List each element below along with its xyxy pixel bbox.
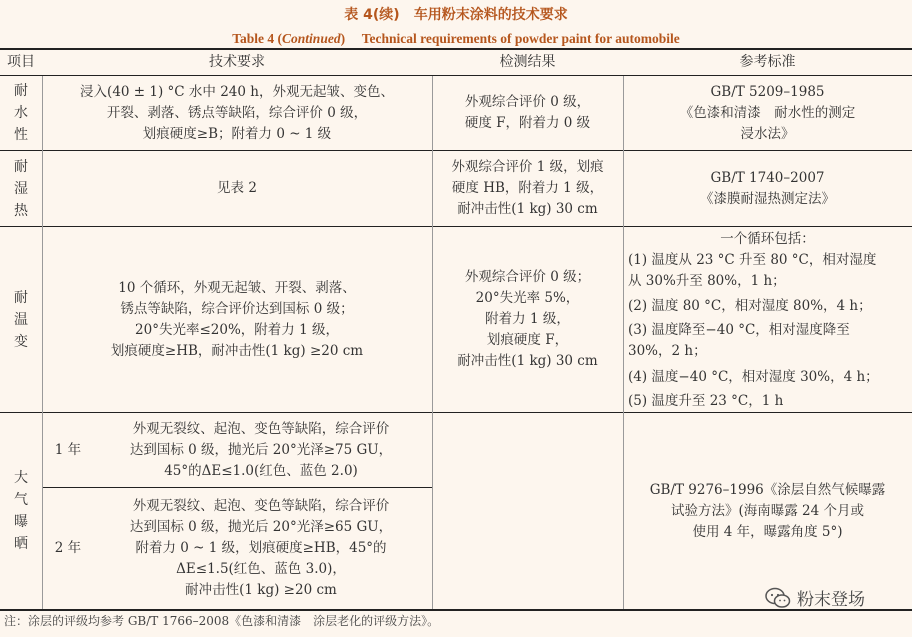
result-temperature-change: 外观综合评价 0 级； 20°失光率 5%， 附着力 1 级， 划痕硬度 F， 耐冲击性(1 kg) 30 cm (457, 269, 598, 369)
req-water-resistance: 浸入(40 ± 1) °C 水中 240 h，外观无起皱、变色、 开裂、剥落、锈点等缺陷，综合评价 0 级， 划痕硬度≥B；附着力 0 ~ 1 级 (80, 83, 394, 142)
std-cycle-step: (5) 温度升至 23 °C，1 h (628, 392, 784, 409)
sub-label-2-year: 2 年 (54, 540, 82, 556)
watermark (765, 585, 865, 610)
req-temperature-change: 10 个循环，外观无起皱、开裂、剥落、 锈点等缺陷，综合评价达到国标 0 级； 20°失光率≤20%，附着力 1 级， 划痕硬度≥HB，耐冲击性(1 kg) ≥20 cm (110, 279, 364, 359)
header-standard: 参考标准 (739, 53, 796, 70)
table-title-en: Table 4 (Continued) Technical requirements of powder paint for automobile (232, 31, 680, 46)
req-exposure-2-year: 外观无裂纹、起泡、变色等缺陷，综合评价 达到国标 0 级，抛光后 20°光泽≥65 GU， 附着力 0 ~ 1 级，划痕硬度≥HB，45°的 ΔE≤1.5(红色、蓝色 3.0)， 耐冲击性(1 kg) ≥20 cm (129, 498, 393, 598)
result-humidity-heat: 外观综合评价 1 级，划痕 硬度 HB，附着力 1 级， 耐冲击性(1 kg) 30 cm (451, 159, 604, 217)
watermark-text: 粉末登场 (797, 590, 865, 610)
std-water-resistance: GB/T 5209–1985 《色漆和清漆 耐水性的测定 浸水法》 (679, 83, 856, 142)
std-cycle-step: (3) 温度降至−40 °C，相对湿度降至 30%，2 h； (628, 322, 850, 359)
std-temperature-cycle-title: 一个循环包括： (720, 230, 815, 247)
header-result: 检测结果 (499, 53, 556, 70)
header-item: 项目 (7, 53, 35, 70)
std-cycle-step: (1) 温度从 23 °C 升至 80 °C，相对湿度 从 30%升至 80%，1 h； (628, 252, 877, 289)
result-water-resistance: 外观综合评价 0 级， 硬度 F，附着力 0 级 (464, 94, 591, 131)
std-humidity-heat: GB/T 1740–2007 《漆膜耐湿热测定法》 (700, 169, 835, 207)
wechat-icon (765, 587, 791, 609)
req-exposure-1-year: 外观无裂纹、起泡、变色等缺陷，综合评价 达到国标 0 级，抛光后 20°光泽≥75 GU， 45°的ΔE≤1.0(红色、蓝色 2.0) (129, 420, 393, 479)
item-humidity-heat: 耐 湿 热 (14, 158, 28, 219)
item-temperature-change: 耐 温 变 (14, 289, 28, 350)
std-cycle-step: (2) 温度 80 °C，相对湿度 80%，4 h； (628, 297, 872, 314)
table-footnote: 注：涂层的评级均参考 GB/T 1766–2008《色漆和清漆 涂层老化的评级方法》。 (4, 614, 440, 628)
sub-label-1-year: 1 年 (54, 441, 82, 458)
table-title-cn: 表 4(续) 车用粉末涂料的技术要求 (344, 7, 568, 23)
req-humidity-heat: 见表 2 (217, 180, 257, 196)
item-water-resistance: 耐 水 性 (14, 83, 28, 143)
item-atmospheric-exposure: 大 气 曝 晒 (14, 470, 28, 552)
header-requirement: 技术要求 (209, 53, 265, 70)
std-cycle-step: (4) 温度−40 °C，相对湿度 30%，4 h； (628, 368, 879, 385)
std-atmospheric-exposure: GB/T 9276–1996《涂层自然气候曝露 试验方法》(海南曝露 24 个月或 使用 4 年，曝露角度 5°) (649, 481, 886, 540)
